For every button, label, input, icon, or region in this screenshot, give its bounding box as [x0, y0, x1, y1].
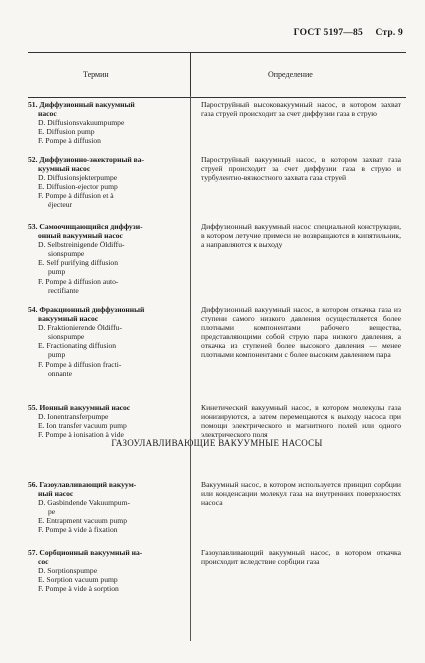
term-russian: сос [38, 557, 49, 567]
column-header-definition: Определение [268, 70, 313, 79]
term-russian: 52. Диффузионно-эжекторный ва- [28, 155, 145, 164]
term-number: 56. [28, 480, 40, 489]
term [28, 222, 188, 295]
section-title: ГАЗОУЛАВЛИВАЮЩИЕ ВАКУУМНЫЕ НАСОСЫ [111, 438, 323, 448]
term-russian: 54. Фракционный диффузионный [28, 305, 145, 314]
term-russian: 51. Диффузионный вакуумный [28, 100, 135, 109]
term-russian: 57. Сорбционный вакуумный на- [28, 548, 143, 557]
term-translation: éjecteur [48, 200, 73, 210]
term-definition: Вакуумный насос, в котором используется принцип сорбции или конденсации молекул газа на внутренних поверхностях насоса [201, 480, 401, 508]
term-definition: Кинетический вакуумный насос, в котором молекулы газа ионизируются, а затем перемещаются к выходу насоса при помощи электрического и магнитного полей или одного электрического поля [201, 403, 401, 440]
term-russian: насос [38, 109, 57, 119]
column-header-terms: Термин [83, 70, 109, 79]
term-russian: 55. Ионный вакуумный насос [28, 403, 131, 412]
term-translation: D. Sorptionspumpe [38, 566, 98, 576]
term-translation: F. Pompe à vide à fixation [38, 525, 118, 535]
column-headers [28, 52, 406, 98]
term-definition: Диффузионный вакуумный насос, в котором откачка газа из ступени самого низкого давления осуществляется более плотными компонентами рабочего вещества, представляющими собой струю пара низкого давления, а откачка из ступеней более высокого давления — менее плотными компонентами с более высоким давлением пара [201, 305, 401, 360]
term-number: 53. [28, 222, 40, 231]
term-number: 57. [28, 548, 40, 557]
column-divider [190, 53, 191, 97]
term-translation: F. Pompe à diffusion [38, 136, 101, 146]
term-definition: Пароструйный высоковакуумный насос, в котором захват газа струей происходит за счет диффузии газа в струю [201, 100, 401, 119]
term [28, 480, 188, 535]
term-translation: E. Diffusion-ejector pump [38, 182, 118, 192]
term-definition: Диффузионный вакуумный насос специальной конструкции, в котором летучие примеси не возвращаются в кипятильник, а направляются к выходу [201, 222, 401, 250]
term-translation: E. Entrapment vacuum pump [38, 516, 127, 526]
term-translation: E. Sorption vacuum pump [38, 575, 118, 585]
term-russian: 53. Самоочищающийся диффузи- [28, 222, 143, 231]
term-russian: ный насос [38, 489, 74, 499]
term [28, 403, 188, 439]
term-translation: D. Fraktionierende Öldiffu- [38, 323, 123, 333]
page-number: Стр. 9 [375, 28, 403, 38]
term-number: 51. [28, 100, 40, 109]
term-translation: onnante [48, 368, 73, 378]
term-russian: куумный насос [38, 164, 91, 174]
term [28, 155, 188, 210]
term-definition: Газоулавливающий вакуумный насос, в котором откачка происходит вследствие сорбции газа [201, 548, 401, 567]
term-number: 55. [28, 403, 40, 412]
term-russian: вакуумный насос [38, 314, 99, 324]
term-translation: E. Self purifying diffusion [38, 258, 119, 268]
term-translation: E. Ion transfer vacuum pump [38, 421, 127, 431]
term-definition: Пароструйный вакуумный насос, в котором захват газа струей происходит за счет диффузии газа в струю и турбулентно-вязкостного захвата газа струей [201, 155, 401, 183]
term-translation: F. Pompe à ionisation à vide [38, 430, 124, 440]
term [28, 548, 188, 593]
term-translation: rectifiante [48, 285, 79, 295]
term-translation: D. Ionentransferpumpe [38, 412, 109, 422]
term-translation: pe [48, 507, 56, 517]
term-russian: онный вакуумный насос [38, 231, 123, 241]
term-translation: E. Diffusion pump [38, 127, 95, 137]
term-russian: 56. Газоулавливающий вакуум- [28, 480, 137, 489]
term [28, 100, 188, 145]
term-translation: sionspumpe [48, 332, 85, 342]
term-translation: pump [48, 267, 66, 277]
term-translation: sionspumpe [48, 249, 85, 259]
term-translation: F. Pompe à diffusion fracti- [38, 359, 122, 369]
term-number: 54. [28, 305, 40, 314]
term-translation: E. Fractionating diffusion [38, 341, 117, 351]
term-number: 52. [28, 155, 40, 164]
term-translation: D. Gasbindende Vakuumpum- [38, 498, 131, 508]
standard-number: ГОСТ 5197—85 [293, 28, 363, 38]
term-translation: F. Pompe à diffusion auto- [38, 276, 119, 286]
term-translation: F. Pompe à diffusion et à [38, 191, 114, 201]
term-translation: pump [48, 350, 66, 360]
table-divider [190, 96, 191, 641]
term-translation: F. Pompe à vide à sorption [38, 584, 119, 594]
term-translation: D. Diffusionsjekterpumpe [38, 173, 118, 183]
page-header [284, 28, 403, 38]
term-translation: D. Selbstreinigende Öldiffu- [38, 240, 125, 250]
term-translation: D. Diffusionsvakuumpumpe [38, 118, 125, 128]
term [28, 305, 188, 378]
